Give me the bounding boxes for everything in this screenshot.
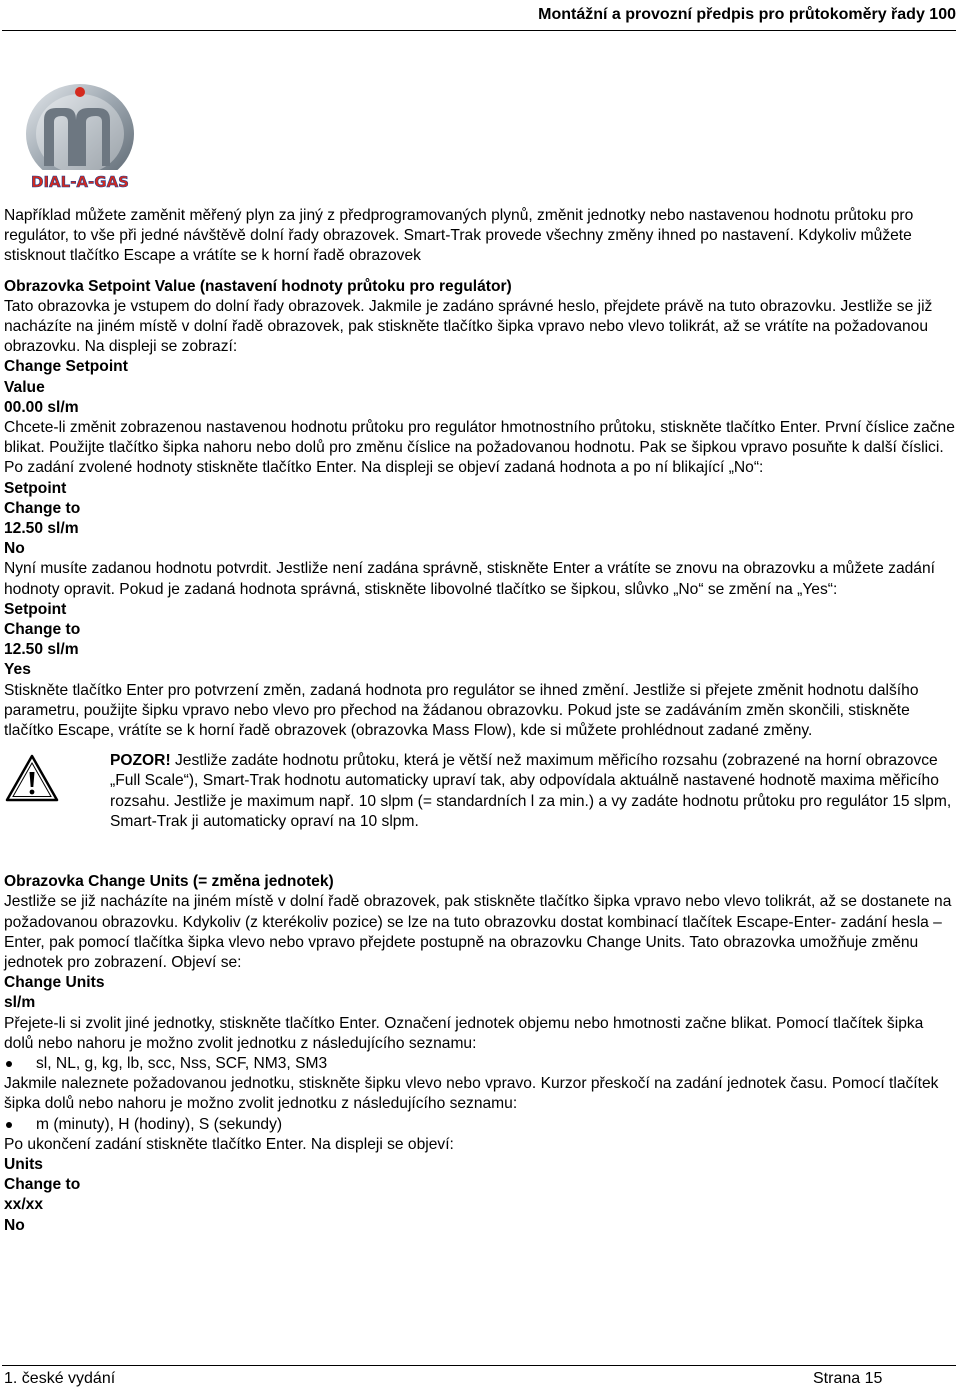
display-line: Change to xyxy=(4,1176,81,1194)
intro-paragraph: Například můžete zaměnit měřený plyn za jiný z předprogramovaných plynů, změnit jednotky nebo nastavenou hodnotu průtoku pro regulátor, to vše při jedné návštěvě dolní řady obrazovek. Smart-Trak provede všechny změny ihned po nastavení. Kdykoliv můžete stisknout tlačítko Escape a vrátíte se k horní řadě obrazovek xyxy=(4,207,914,265)
footer-edition: 1. české vydání xyxy=(4,1370,116,1387)
units-paragraph-1: Jestliže se již nacházíte na jiném místě v dolní řadě obrazovek, pak stiskněte tlačítko šipka vpravo nebo vlevo tolikrát, až se dostanete na požadovanou obrazovku. Kdykoliv (z kterékoliv pozice) se lze na tuto obrazovku dostat kombinací tlačítek Escape-Enter- zadání hesla – Enter, pak pomocí tlačítka šipka vlevo nebo vpravo přejdete postupně na obrazovku Change Units. Tato obrazovka umožňuje změnu jednotek pro zobrazení. Objeví se: xyxy=(4,893,952,971)
logo-text: DIAL-A-GAS xyxy=(31,173,129,191)
footer-divider xyxy=(2,1365,956,1366)
setpoint-paragraph-3: Nyní musíte zadanou hodnotu potvrdit. Jestliže není zadána správně, stiskněte Enter a vrátíte se znovu na obrazovku a můžete zadání hodnoty opravit. Pokud je zadaná hodnota správná, stiskněte libovolné tlačítko se šipkou, slůvko „No“ se změní na „Yes“: xyxy=(4,560,935,598)
warning-block xyxy=(4,751,956,832)
display-line: Change to xyxy=(4,499,81,517)
display-line: Units xyxy=(4,1155,43,1173)
units-paragraph-3: Jakmile naleznete požadovanou jednotku, stiskněte šipku vlevo nebo vpravo. Kurzor přeskočí na zadání jednotek času. Pomocí tlačítek šipka dolů nebo nahoru je možno zvolit jednotku z následujícího seznamu: xyxy=(4,1075,939,1113)
page-header-title: Montážní a provozní předpis pro průtokoměry řady 100 xyxy=(538,6,956,23)
display-line: Value xyxy=(4,378,45,396)
bullet-list xyxy=(4,1054,956,1074)
setpoint-paragraph-4: Stiskněte tlačítko Enter pro potvrzení změn, zadaná hodnota pro regulátor se ihned změní. Jestliže si přejete změnit hodnotu dalšího parametru, použijte šipku vpravo nebo vlevo pro přechod na žádanou obrazovku. Pokud jste se zadáváním změn skončili, stiskněte tlačítko Escape, vrátíte se k horní řadě obrazovek (obrazovka Mass Flow), kde si můžete prohlédnout zadané změny. xyxy=(4,681,919,740)
footer-page-number: Strana 15 xyxy=(813,1370,883,1387)
setpoint-paragraph-1: Tato obrazovka je vstupem do dolní řady obrazovek. Jakmile je zadáno správné heslo, přejdete právě na tuto obrazovku. Jestliže se již nacházíte na jiném místě v dolní řadě obrazovek, pak stiskněte tlačítko šipka vpravo nebo vlevo tolikrát, až se vrátíte na požadovanou obrazovku. Na displeji se zobrazí: xyxy=(4,297,933,356)
warning-triangle-icon xyxy=(4,753,60,803)
document-body xyxy=(4,206,956,1236)
units-paragraph-4: Po ukončení zadání stiskněte tlačítko Enter. Na displeji se objeví: xyxy=(4,1135,454,1153)
warning-body: Jestliže zadáte hodnotu průtoku, která je větší než maximum měřicího rozsahu (zobrazené na horní obrazovce „Full Scale“), Smart-Trak hodnotu automaticky upraví tak, aby odpovídala aktuálně nastavené hodnotě maxima měřicího rozsahu. Jestliže je maximum např. 10 slpm (= standardních l za min.) a vy zadáte hodnotu průtoku pro regulátor 15 slpm, Smart-Trak ji automaticky opraví na 10 slpm. xyxy=(110,752,952,830)
display-line: 00.00 sl/m xyxy=(4,398,79,416)
setpoint-heading: Obrazovka Setpoint Value (nastavení hodnoty průtoku pro regulátor) xyxy=(4,277,512,295)
list-item: sl, NL, g, kg, lb, scc, Nss, SCF, NM3, SM3 xyxy=(4,1054,956,1074)
setpoint-paragraph-2: Chcete-li změnit zobrazenou nastavenou hodnotu průtoku pro regulátor hmotnostního průtoku, stiskněte tlačítko Enter. První číslice začne blikat. Použijte tlačítko šipka nahoru nebo dolů pro změnu číslice na požadovanou hodnotu. Pak se šipkou vpravo posuňte k další číslici. Po zadání zvolené hodnoty stiskněte tlačítko Enter. Na displeji se objeví zadaná hodnota a po ní blikající „No“: xyxy=(4,419,955,477)
display-line: Change to xyxy=(4,621,81,639)
display-line: 12.50 sl/m xyxy=(4,520,79,538)
display-line: 12.50 sl/m xyxy=(4,641,79,659)
display-line: sl/m xyxy=(4,994,36,1012)
display-line: Change Setpoint xyxy=(4,358,128,376)
bullet-list xyxy=(4,1115,956,1135)
display-line: No xyxy=(4,540,25,558)
header-divider xyxy=(2,30,956,31)
display-line: Setpoint xyxy=(4,479,67,497)
display-line: xx/xx xyxy=(4,1196,44,1214)
display-line: Change Units xyxy=(4,974,105,992)
display-line: No xyxy=(4,1216,25,1234)
dial-a-gas-logo-icon xyxy=(22,82,138,198)
display-line: Setpoint xyxy=(4,600,67,618)
units-paragraph-2: Přejete-li si zvolit jiné jednotky, stiskněte tlačítko Enter. Označení jednotek objemu nebo hmotnosti začne blikat. Pomocí tlačítek šipka dolů nebo nahoru je možno zvolit jednotku z následujícího seznamu: xyxy=(4,1014,924,1052)
display-line: Yes xyxy=(4,661,31,679)
warning-text xyxy=(110,751,956,832)
units-heading: Obrazovka Change Units (= změna jednotek) xyxy=(4,873,334,891)
list-item: m (minuty), H (hodiny), S (sekundy) xyxy=(4,1115,956,1135)
warning-label: POZOR! xyxy=(110,752,171,770)
